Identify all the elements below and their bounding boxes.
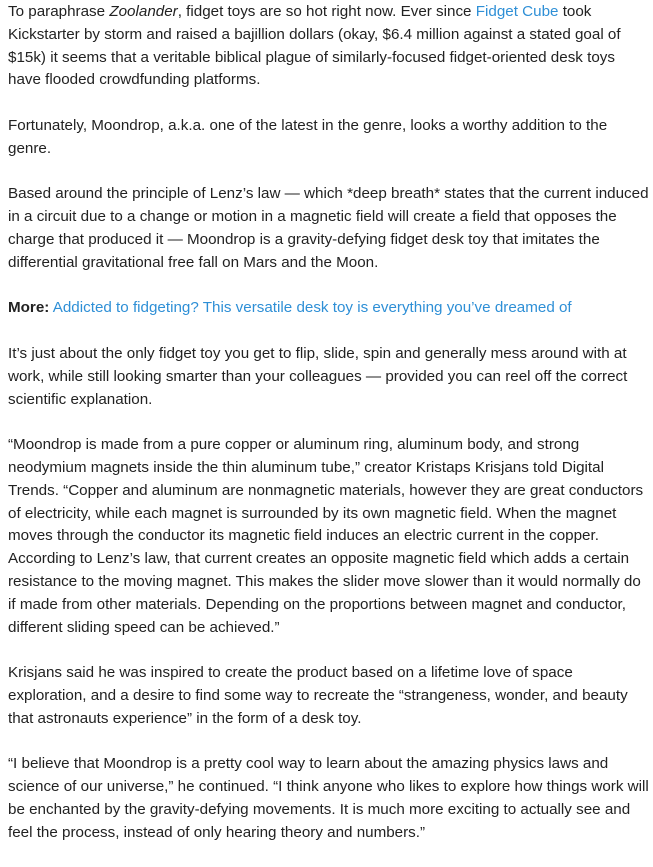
zoolander-title: Zoolander (109, 3, 178, 20)
intro-text-1: To paraphrase (8, 3, 110, 20)
fidget-cube-link[interactable]: Fidget Cube (475, 3, 559, 20)
paragraph-lenz-law: Based around the principle of Lenz’s law — which *deep breath* states that the current induced in a circuit due to a change or motion in a magnetic field will create a field that opposes the charge that produced it — Moondrop is a gravity-defying fidget desk toy that imitates the differential gravitational free fall on Mars and the Moon. (8, 185, 649, 271)
paragraph-intro (8, 1, 650, 92)
related-article-link[interactable]: Addicted to fidgeting? This versatile desk toy is everything you’ve dreamed of (52, 299, 572, 317)
paragraph-inspiration: Krisjans said he was inspired to create the product based on a lifetime love of space exploration, and a desire to find some way to recreate the “strangeness, wonder, and beauty that astronauts experience” in the form of a desk toy. (8, 664, 628, 727)
intro-text-2: , fidget toys are so hot right now. Ever since (177, 3, 476, 20)
paragraph-moondrop-intro: Fortunately, Moondrop, a.k.a. one of the latest in the genre, looks a worthy addition to the genre. (8, 116, 608, 157)
more-label: More: (8, 299, 50, 317)
intro-text-3: took Kickstarter by storm and raised a bajillion dollars (okay, $6.4 million against a stated goal of $15k) it seems that a veritable biblical plague of similarly-focused fidget-oriented desk toys have flooded crowdfunding platforms. (8, 3, 621, 89)
article-body (8, 1, 650, 867)
paragraph-creator-quote: “Moondrop is made from a pure copper or aluminum ring, aluminum body, and strong neodymium magnets inside the thin aluminum tube,” creator Kristaps Krisjans told Digital Trends. “Copper and aluminum are nonmagnetic materials, however they are great conductors of electricity, while each magnet is surrounded by its own magnetic field. When the magnet moves through the conductor its magnetic field induces an electric current in the copper. According to Lenz’s law, that current creates an opposite magnetic field which adds a certain resistance to the moving magnet. This makes the slider move slower than it would normally do if made from other materials. Depending on the proportions between magnet and conductor, different sliding speed can be achieved.” (8, 436, 644, 636)
more-related-link-row (8, 297, 650, 320)
paragraph-flip-slide-spin: It’s just about the only fidget toy you get to flip, slide, spin and generally mess around with at work, while still looking smarter than your colleagues — provided you can reel off the correct scientific explanation. (8, 344, 628, 408)
paragraph-closing-quote: “I believe that Moondrop is a pretty cool way to learn about the amazing physics laws and science of our universe,” he continued. “I think anyone who likes to explore how things work will be enchanted by the gravity-defying movements. It is much more exciting to actually see and feel the process, instead of only hearing theory and numbers.” (8, 755, 649, 841)
